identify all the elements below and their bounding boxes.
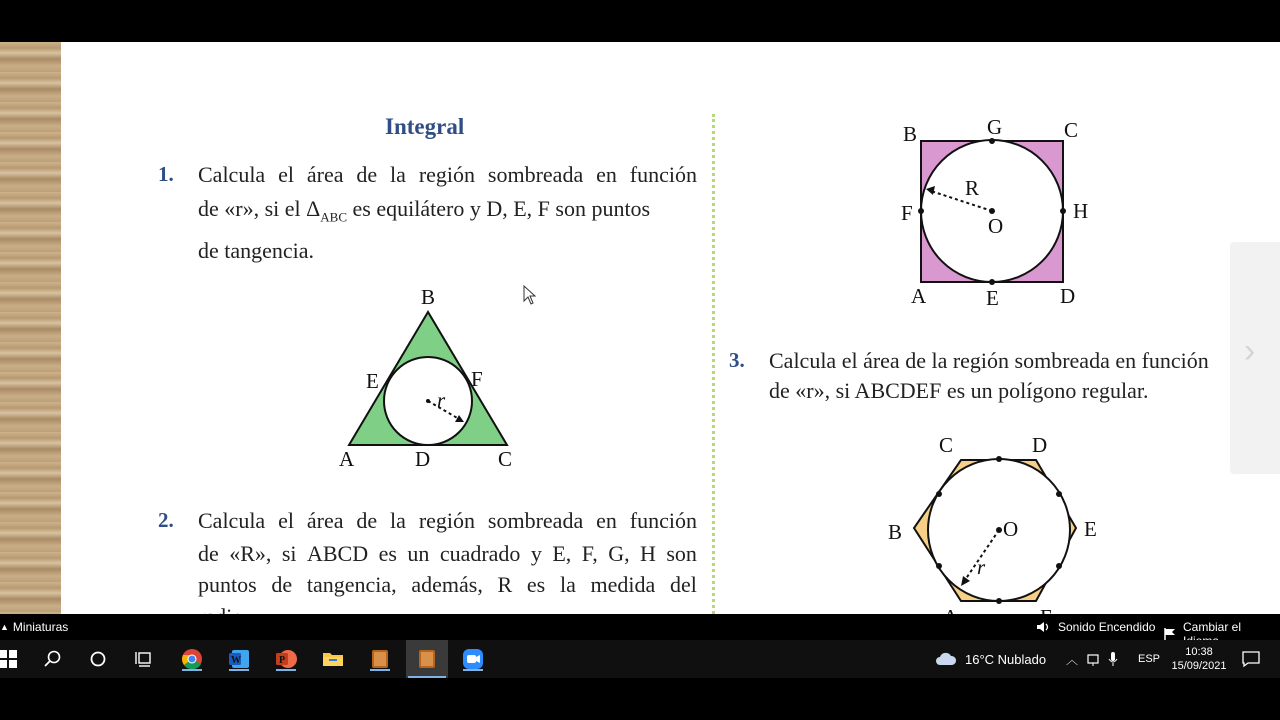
clock[interactable]: 10:38 15/09/2021 <box>1171 646 1227 672</box>
cortana-icon[interactable] <box>86 647 110 671</box>
point-F <box>918 208 924 214</box>
label-C: C <box>939 433 954 457</box>
word-icon[interactable] <box>227 647 251 671</box>
svg-text:P: P <box>279 655 286 666</box>
label-B: B <box>888 520 903 544</box>
problem-1-text <box>198 158 697 268</box>
system-tray-icons <box>1066 640 1118 678</box>
word: región <box>418 162 476 187</box>
label-C: C <box>1064 118 1079 142</box>
label-C: C <box>498 447 513 471</box>
task-view-icon[interactable] <box>132 647 156 671</box>
problem-2-number: 2. <box>158 508 174 532</box>
language-toggle[interactable]: Cambiar el <box>1163 620 1280 648</box>
bottom-black-bar <box>0 678 1280 720</box>
speaker-icon <box>1036 621 1052 633</box>
label-G: G <box>987 115 1003 139</box>
flag-icon <box>1163 628 1177 641</box>
app-status-bar <box>0 614 1280 640</box>
figure-triangle <box>331 282 531 472</box>
top-black-bar <box>0 0 1280 42</box>
thumbnails-toggle[interactable]: ▲ Miniaturas <box>0 620 69 634</box>
word: Calcula <box>198 162 266 187</box>
problem-2-line-2: de «R», si ABCD es un cuadrado y E, F, G, H son <box>198 541 697 566</box>
next-page-tab[interactable] <box>1230 242 1280 474</box>
label-E: E <box>366 369 379 393</box>
chevron-up-icon[interactable]: ︿ <box>1066 652 1079 667</box>
word: el <box>278 162 294 187</box>
word: en <box>596 162 617 187</box>
weather-widget[interactable]: 16°C Nublado <box>935 640 1046 678</box>
microphone-icon[interactable] <box>1108 651 1118 667</box>
search-icon[interactable] <box>41 647 65 671</box>
problem-3-number: 3. <box>729 348 745 372</box>
cloud-icon <box>935 652 957 666</box>
svg-text:W: W <box>231 655 241 666</box>
problem-1-line-2: de «r», si el $\Delta_{ABC}$ es equilátero y D, E, F son puntos <box>198 196 651 225</box>
label-O: O <box>1003 517 1019 541</box>
tangent-point <box>996 598 1002 604</box>
zoom-icon[interactable] <box>461 647 485 671</box>
triangle-subscript: ABC <box>320 209 348 225</box>
problem-1-line-1 <box>198 158 697 192</box>
label-D: D <box>1060 284 1076 308</box>
label-A: A <box>339 447 355 471</box>
mouse-cursor-icon <box>523 285 537 307</box>
sound-toggle[interactable]: Sonido Encendido <box>1036 620 1155 634</box>
file-explorer-icon[interactable] <box>321 647 345 671</box>
figure-square <box>891 112 1101 312</box>
problem-3-line-1: Calcula el área de la región sombreada en función <box>769 348 1209 373</box>
label-H: H <box>1073 199 1089 223</box>
word: función <box>629 162 697 187</box>
problem-2-line-3: puntos de tangencia, además, R es la medida del <box>198 572 697 597</box>
problem-1-line-3: de tangencia. <box>198 238 315 264</box>
label-D: D <box>415 447 431 471</box>
column-divider <box>712 114 715 614</box>
label-A: A <box>911 284 927 308</box>
label-r: r <box>977 555 986 579</box>
tangent-point <box>996 456 1002 462</box>
word: de <box>356 162 378 187</box>
tangent-point <box>936 563 942 569</box>
problem-3-text <box>769 344 1209 404</box>
label-E: E <box>986 286 999 310</box>
input-language[interactable]: ESP <box>1138 653 1161 665</box>
tangent-point <box>1056 563 1062 569</box>
label-r: r <box>437 388 446 412</box>
tangent-point <box>1056 491 1062 497</box>
label-B: B <box>421 285 436 309</box>
network-icon[interactable] <box>1087 652 1099 666</box>
notification-icon[interactable] <box>1242 640 1260 678</box>
problem-1-number: 1. <box>158 162 174 186</box>
chrome-icon[interactable] <box>180 647 204 671</box>
thumbnails-icon: ▲ <box>0 622 9 632</box>
chevron-right-icon: › <box>1244 332 1256 370</box>
windows-taskbar <box>0 640 1280 678</box>
label-B: B <box>903 122 918 146</box>
label-F: F <box>901 201 913 225</box>
label-R: R <box>965 176 980 200</box>
point-H <box>1060 208 1066 214</box>
word: área <box>306 162 344 187</box>
problem-3-line-2: de «r», si ABCDEF es un polígono regular. <box>769 378 1149 403</box>
point-E <box>989 279 995 285</box>
document-page <box>61 42 1280 614</box>
wood-background <box>0 42 61 614</box>
book-app-active-icon[interactable] <box>406 640 448 678</box>
label-F: F <box>471 367 483 391</box>
word: sombreada <box>487 162 584 187</box>
label-E: E <box>1084 517 1097 541</box>
figure-hexagon <box>881 426 1101 626</box>
tangent-point <box>936 491 942 497</box>
powerpoint-icon[interactable] <box>274 647 298 671</box>
book-app-icon[interactable] <box>368 647 392 671</box>
word: la <box>390 162 406 187</box>
label-O: O <box>988 214 1004 238</box>
label-D: D <box>1032 433 1048 457</box>
section-heading: Integral <box>385 114 465 139</box>
problem-2-line-1: Calcula el área de la región sombreada en función <box>198 508 697 533</box>
windows-start-icon[interactable] <box>0 647 20 671</box>
